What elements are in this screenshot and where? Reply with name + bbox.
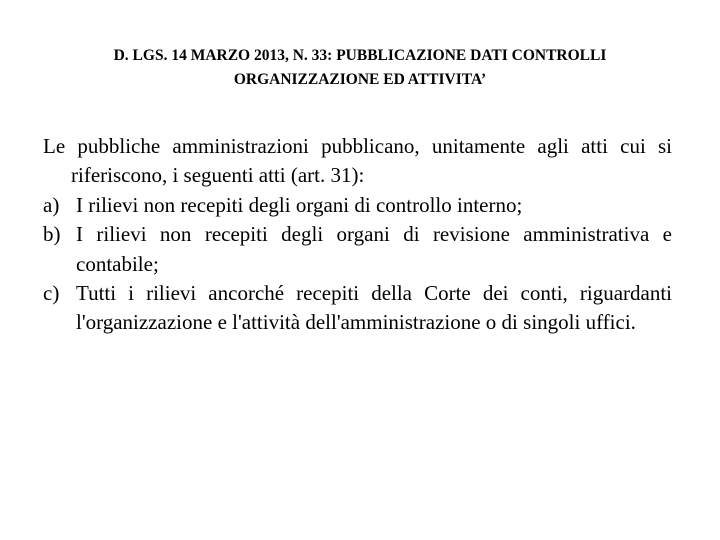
item-list [43, 191, 672, 338]
list-item-text-c: Tutti i rilievi ancorché recepiti della Corte dei conti, riguardanti l'organizzazione e l'attività dell'amministrazione o di singoli uffici. [76, 281, 672, 335]
list-item-b [43, 220, 672, 279]
list-marker-c: c) [43, 281, 60, 306]
list-item-text-a: I rilievi non recepiti degli organi di controllo interno; [76, 192, 523, 217]
intro-paragraph: Le pubbliche amministrazioni pubblicano, unitamente agli atti cui si riferiscono, i seguenti atti (art. 31): [43, 134, 672, 188]
slide-body [43, 132, 672, 338]
slide-title [40, 44, 680, 92]
list-marker-a: a) [43, 192, 60, 217]
slide-title-line-1: D. LGS. 14 MARZO 2013, N. 33: PUBBLICAZIONE DATI CONTROLLI [113, 47, 607, 64]
list-item-a [43, 191, 672, 220]
list-marker-b: b) [43, 222, 61, 247]
slide-title-line-2: ORGANIZZAZIONE ED ATTIVITA’ [233, 71, 487, 88]
list-item-c [43, 279, 672, 338]
list-item-text-b: I rilievi non recepiti degli organi di revisione amministrativa e contabile; [76, 222, 672, 276]
